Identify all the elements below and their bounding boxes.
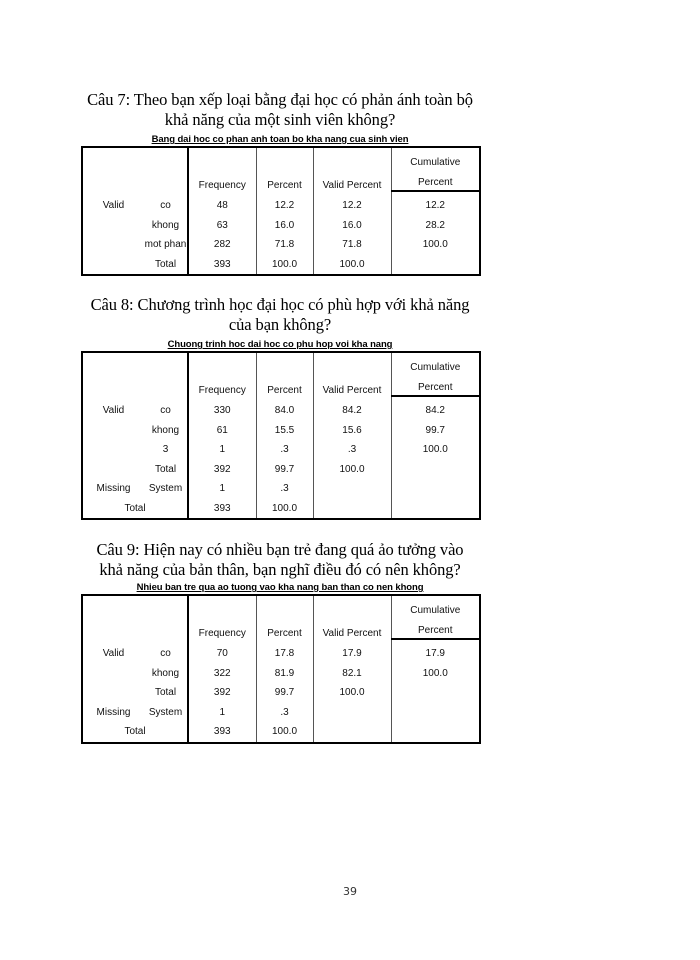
table-row [82, 479, 480, 499]
question-7-section [81, 90, 479, 276]
corner-cell [82, 595, 188, 639]
cell-cumulative [391, 479, 480, 499]
cell-frequency: 393 [188, 722, 256, 743]
cell-percent: 81.9 [256, 664, 313, 684]
row-label: co [160, 199, 171, 211]
header-cumulative: Cumulative [391, 352, 480, 373]
cell-frequency: 322 [188, 664, 256, 684]
header-valid-percent: Valid Percent [313, 352, 391, 396]
row-label: khong [151, 424, 180, 436]
cell-cumulative: 17.9 [391, 639, 480, 664]
header-frequency: Frequency [188, 147, 256, 191]
cell-percent: 15.5 [256, 421, 313, 441]
table-row [82, 460, 480, 480]
grand-total-label: Total [124, 726, 146, 738]
cell-valid-percent: 100.0 [313, 255, 391, 276]
table-row [82, 703, 480, 723]
row-label: mot phan [144, 239, 187, 251]
page-number: 39 [343, 885, 357, 898]
corner-cell [82, 147, 188, 191]
question-8-section [81, 295, 479, 520]
row-label: 3 [162, 444, 169, 456]
cell-percent: 100.0 [256, 722, 313, 743]
cell-percent: 16.0 [256, 216, 313, 236]
corner-cell [82, 352, 188, 396]
table-caption: Chuong trinh hoc dai hoc co phu hop voi kha nang [167, 339, 393, 350]
row-group [82, 664, 144, 684]
cell-valid-percent [313, 722, 391, 743]
header-cumulative: Cumulative [391, 595, 480, 616]
cell-frequency: 1 [188, 703, 256, 723]
table-caption: Bang dai hoc co phan anh toan bo kha nang cua sinh vien [151, 134, 409, 145]
row-label: System [148, 706, 183, 718]
frequency-table-q7 [81, 146, 481, 276]
cell-cumulative: 28.2 [391, 216, 480, 236]
table-row [82, 440, 480, 460]
question-line-1: Câu 8: Chương trình học đại học có phù hợp với khả năng [90, 295, 470, 314]
cell-valid-percent: 100.0 [313, 683, 391, 703]
cell-valid-percent: 15.6 [313, 421, 391, 441]
cell-percent: 100.0 [256, 255, 313, 276]
cell-frequency: 282 [188, 235, 256, 255]
question-line-1: Câu 9: Hiện nay có nhiều bạn trẻ đang quá ảo tưởng vào [96, 540, 464, 559]
header-cumulative-percent: Percent [391, 616, 480, 639]
header-valid-percent: Valid Percent [313, 595, 391, 639]
cell-percent: 99.7 [256, 460, 313, 480]
table-row [82, 235, 480, 255]
cell-valid-percent [313, 479, 391, 499]
cell-cumulative [391, 703, 480, 723]
cell-frequency: 392 [188, 683, 256, 703]
header-valid-percent: Valid Percent [313, 147, 391, 191]
cell-frequency: 1 [188, 479, 256, 499]
table-row [82, 255, 480, 276]
cell-valid-percent: 82.1 [313, 664, 391, 684]
cell-percent: 17.8 [256, 639, 313, 664]
cell-percent: 84.0 [256, 396, 313, 421]
question-8-title [81, 295, 479, 335]
cell-frequency: 393 [188, 499, 256, 520]
cell-percent: 99.7 [256, 683, 313, 703]
table-row [82, 639, 480, 664]
cell-valid-percent [313, 499, 391, 520]
cell-cumulative [391, 722, 480, 743]
header-cumulative-percent: Percent [391, 168, 480, 191]
table-row [82, 191, 480, 216]
cell-frequency: 48 [188, 191, 256, 216]
row-label: Total [154, 463, 177, 475]
cell-percent: 100.0 [256, 499, 313, 520]
cell-valid-percent: .3 [313, 440, 391, 460]
cell-valid-percent: 71.8 [313, 235, 391, 255]
cell-valid-percent: 84.2 [313, 396, 391, 421]
row-label: khong [151, 667, 180, 679]
cell-frequency: 330 [188, 396, 256, 421]
row-group: Valid [102, 404, 125, 416]
cell-percent: .3 [256, 703, 313, 723]
cell-cumulative: 84.2 [391, 396, 480, 421]
cell-cumulative: 100.0 [391, 664, 480, 684]
row-group: Valid [102, 647, 125, 659]
cell-frequency: 393 [188, 255, 256, 276]
cell-frequency: 392 [188, 460, 256, 480]
row-group: Missing [96, 483, 131, 495]
row-label: co [160, 647, 171, 659]
cell-cumulative [391, 255, 480, 276]
question-line-1: Câu 7: Theo bạn xếp loại bằng đại học có phản ánh toàn bộ [87, 90, 473, 109]
row-label: khong [151, 219, 180, 231]
cell-cumulative [391, 460, 480, 480]
cell-frequency: 63 [188, 216, 256, 236]
cell-cumulative: 100.0 [391, 235, 480, 255]
header-frequency: Frequency [188, 595, 256, 639]
table-caption: Nhieu ban tre qua ao tuong vao kha nang ban than co nen khong [136, 582, 424, 593]
row-group [82, 421, 144, 441]
table-row [82, 664, 480, 684]
row-group [82, 235, 144, 255]
question-9-title [81, 540, 479, 580]
row-group: Valid [102, 199, 125, 211]
cell-frequency: 70 [188, 639, 256, 664]
cell-percent: .3 [256, 479, 313, 499]
cell-cumulative [391, 683, 480, 703]
question-line-2: khả năng của một sinh viên không? [164, 110, 396, 129]
cell-percent: 71.8 [256, 235, 313, 255]
table-row [82, 421, 480, 441]
table-row [82, 216, 480, 236]
header-cumulative: Cumulative [391, 147, 480, 168]
frequency-table-q9 [81, 594, 481, 744]
header-percent: Percent [256, 595, 313, 639]
question-line-2: khả năng của bản thân, bạn nghĩ điều đó có nên không? [99, 560, 461, 579]
row-group [82, 683, 144, 703]
cell-frequency: 1 [188, 440, 256, 460]
cell-frequency: 61 [188, 421, 256, 441]
header-percent: Percent [256, 352, 313, 396]
header-frequency: Frequency [188, 352, 256, 396]
question-line-2: của bạn không? [228, 315, 332, 334]
grand-total-label: Total [124, 502, 146, 514]
row-group [82, 255, 144, 276]
question-9-section [81, 540, 479, 744]
cell-valid-percent: 100.0 [313, 460, 391, 480]
cell-percent: .3 [256, 440, 313, 460]
question-7-title [81, 90, 479, 130]
row-label: Total [154, 258, 177, 270]
row-group [82, 440, 144, 460]
cell-cumulative: 12.2 [391, 191, 480, 216]
table-row [82, 396, 480, 421]
table-row-grand-total [82, 722, 480, 743]
row-group [82, 460, 144, 480]
header-percent: Percent [256, 147, 313, 191]
cell-cumulative: 100.0 [391, 440, 480, 460]
cell-cumulative: 99.7 [391, 421, 480, 441]
row-group [82, 216, 144, 236]
frequency-table-q8 [81, 351, 481, 520]
row-label: co [160, 404, 171, 416]
cell-valid-percent: 12.2 [313, 191, 391, 216]
cell-valid-percent [313, 703, 391, 723]
table-row-grand-total [82, 499, 480, 520]
header-cumulative-percent: Percent [391, 373, 480, 396]
row-label: Total [154, 687, 177, 699]
cell-cumulative [391, 499, 480, 520]
cell-valid-percent: 17.9 [313, 639, 391, 664]
row-label: System [148, 483, 183, 495]
cell-valid-percent: 16.0 [313, 216, 391, 236]
cell-percent: 12.2 [256, 191, 313, 216]
row-group: Missing [96, 706, 131, 718]
table-row [82, 683, 480, 703]
